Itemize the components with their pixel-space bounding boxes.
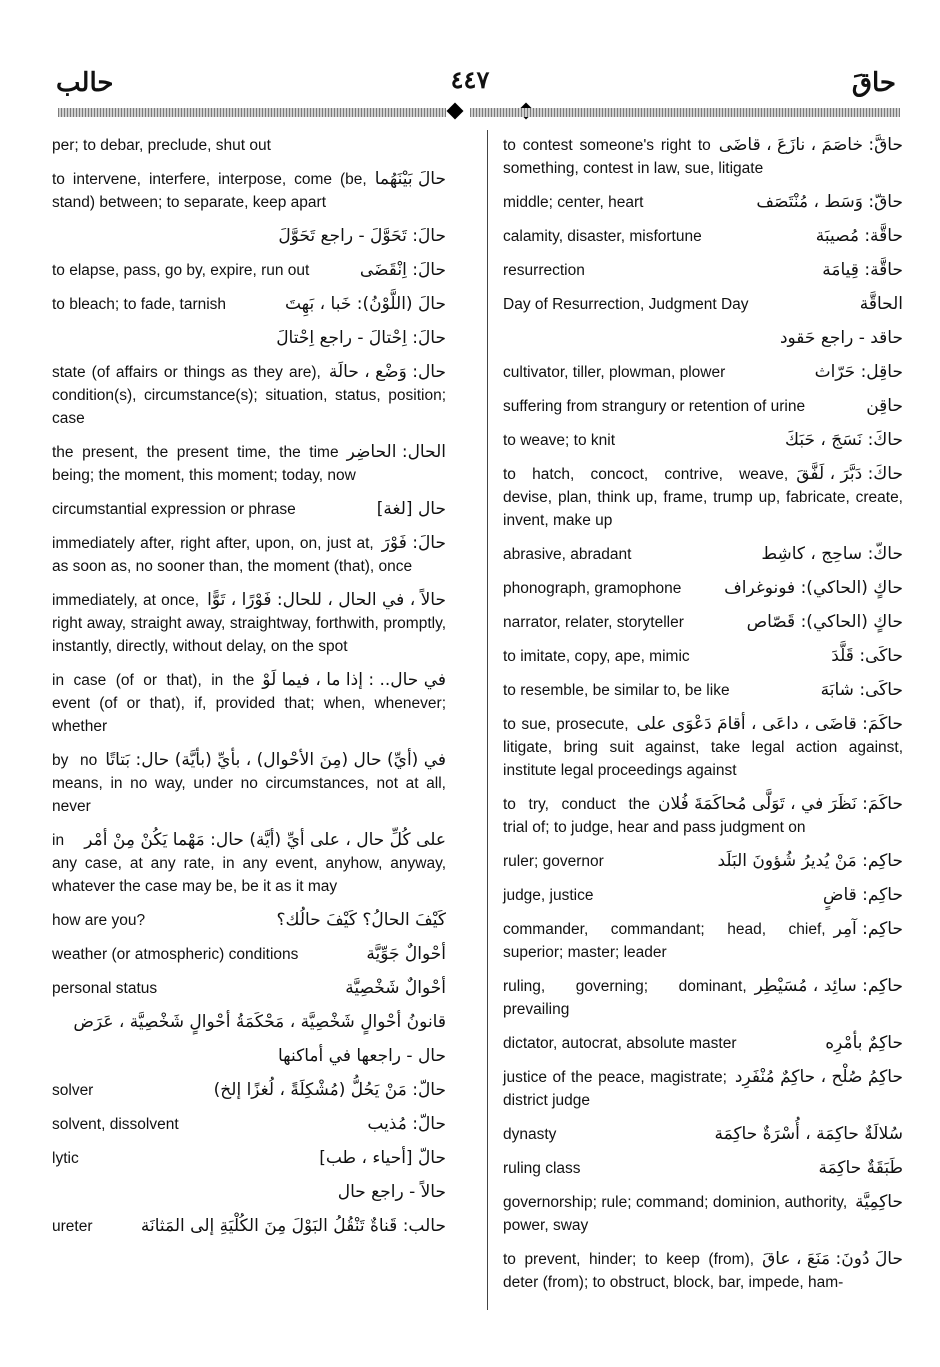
arabic-headword: حالَ: اِحْتالَ - راجع اِحْتالَ — [276, 328, 446, 348]
english-definition: resurrection — [503, 262, 585, 279]
arabic-headword: حاقَّ: خاصَمَ ، نازَعَ ، قاضَى — [718, 135, 903, 155]
english-definition: state (of affairs or things as they are), condition(s), circumstance(s); situation, status, position; case — [52, 364, 446, 427]
dictionary-entry — [52, 498, 446, 521]
page-number: ٤٤٧ — [450, 68, 490, 94]
dictionary-entry — [503, 918, 903, 964]
diamond-ornament-left — [447, 103, 464, 120]
english-definition: to resemble, be similar to, be like — [503, 682, 730, 699]
arabic-headword: حاكِمُ صُلْح ، حاكِمٌ مُنْفَرِد — [734, 1067, 903, 1087]
arabic-headword: حاقِل: حَرّاث — [814, 362, 903, 382]
english-definition: to hatch, concoct, contrive, weave, devise, plan, think up, frame, trump up, fabricate, create, invent, make up — [503, 466, 903, 529]
arabic-headword: حاكِم: آمِر — [833, 919, 903, 939]
dictionary-entry — [52, 1079, 446, 1102]
dictionary-entry — [503, 611, 903, 634]
english-definition: phonograph, gramophone — [503, 580, 682, 597]
english-definition: to imitate, copy, ape, mimic — [503, 648, 690, 665]
dictionary-entry — [52, 327, 446, 350]
english-definition: lytic — [52, 1150, 79, 1167]
dictionary-entry — [52, 909, 446, 932]
arabic-headword: حاكَمَ: قاضَى ، داعَى ، أقامَ دَعْوَى على — [636, 714, 903, 734]
dictionary-entry — [503, 645, 903, 668]
dictionary-entry — [52, 1147, 446, 1170]
dictionary-entry — [503, 191, 903, 214]
english-definition: judge, justice — [503, 887, 594, 904]
arabic-headword: حاكِمٌ بأمْرِه — [825, 1033, 903, 1053]
dictionary-entry — [503, 884, 903, 907]
arabic-headword: حالّ: مُذيب — [367, 1114, 446, 1134]
dictionary-entry — [52, 1113, 446, 1136]
right-column — [503, 134, 903, 1305]
arabic-headword: حاكَمَ: نَظَرَ في ، تَوَلَّى مُحاكَمَةَ فُلان — [658, 794, 903, 814]
english-definition: Day of Resurrection, Judgment Day — [503, 296, 749, 313]
arabic-headword: حاكَى: قَلَّدَ — [831, 646, 903, 666]
arabic-headword: حاقد - راجع حَقود — [779, 328, 903, 348]
dictionary-entry — [52, 441, 446, 487]
dictionary-entry — [52, 589, 446, 658]
arabic-headword: حاكٍ (الحاكي): فونوغراف — [724, 578, 903, 598]
arabic-headword: حالَ (اللَّوْنُ): خَبا ، بَهِتَ — [284, 294, 446, 314]
english-definition: ruling, governing; dominant, prevailing — [503, 978, 747, 1018]
dictionary-entry — [503, 679, 903, 702]
arabic-headword: حاقِن — [866, 396, 903, 416]
english-definition: to prevent, hinder; to keep (from), deter (from); to obstruct, block, bar, impede, ham- — [503, 1251, 844, 1291]
dictionary-entry — [503, 1191, 903, 1237]
dictionary-entry — [52, 749, 446, 818]
dictionary-entry — [503, 225, 903, 248]
arabic-headword: حالاً ، في الحال ، للحال: فَوْرًا ، تَوًّا — [207, 590, 446, 610]
dictionary-entry — [52, 168, 446, 214]
arabic-headword: طَبَقَةٌ حاكِمَة — [818, 1158, 903, 1178]
english-definition: cultivator, tiller, plowman, plower — [503, 364, 726, 381]
arabic-headword: في حال.. : إذا ما ، فيما لَوْ — [262, 670, 446, 690]
arabic-headword: حاكِم: مَنْ يُديرُ شُؤونَ البَلَد — [717, 851, 903, 871]
left-column — [52, 134, 446, 1249]
arabic-headword: حاكِم: سائِد ، مُسَيْطِر — [754, 976, 903, 996]
arabic-headword: حاكَى: شابَهَ — [820, 680, 903, 700]
dictionary-entry — [503, 361, 903, 384]
arabic-headword: أحْوالٌ جَوِّيَّة — [366, 944, 446, 964]
english-definition: personal status — [52, 980, 158, 997]
dictionary-entry — [52, 829, 446, 898]
dictionary-entry — [52, 1045, 446, 1068]
english-definition: weather (or atmospheric) conditions — [52, 946, 299, 963]
english-definition: solver — [52, 1082, 94, 1099]
arabic-headword: حالّ: مَنْ يَحُلُّ (مُشْكِلَةً ، لُغزًا إلخ) — [213, 1080, 446, 1100]
english-definition: how are you? — [52, 912, 146, 929]
english-definition: to weave; to knit — [503, 432, 616, 449]
dictionary-entry — [52, 293, 446, 316]
arabic-headword: قانونُ أحْوالٍ شَخْصِيَّة ، مَحْكَمَةُ أحْوالٍ شَخْصِيَّة ، عَرَض — [73, 1012, 446, 1032]
english-definition: to contest someone's right to something, contest in law, sue, litigate — [503, 137, 764, 177]
dictionary-entry — [52, 669, 446, 738]
dictionary-entry — [52, 361, 446, 430]
english-definition: solvent, dissolvent — [52, 1116, 179, 1133]
dictionary-entry — [503, 463, 903, 532]
english-definition: per; to debar, preclude, shut out — [52, 137, 271, 154]
header-guide-word-left: حالب — [56, 68, 114, 97]
english-definition: ureter — [52, 1218, 93, 1235]
dictionary-entry — [52, 1181, 446, 1204]
dictionary-entry — [52, 134, 446, 157]
arabic-headword: حاكٍ (الحاكي): قَصّاص — [746, 612, 903, 632]
arabic-headword: الحال: الحاضِر — [346, 442, 446, 462]
dictionary-entry — [52, 977, 446, 1000]
english-definition: to intervene, interfere, interpose, come (be, stand) between; to separate, keep apart — [52, 171, 367, 211]
dictionary-entry — [503, 293, 903, 316]
english-definition: to try, conduct the trial of; to judge, hear and pass judgment on — [503, 796, 806, 836]
arabic-headword: في (أيِّ) حال (مِنَ الأحْوال) ، بأيِّ (بأيَّة) حال: بَتاتًا — [105, 750, 446, 770]
english-definition: by no means, in no way, under no circumstances, not at all, never — [52, 752, 446, 815]
dictionary-entry — [503, 543, 903, 566]
english-definition: to sue, prosecute, litigate, bring suit against, take legal action against, institute legal proceedings against — [503, 716, 903, 779]
english-definition: ruler; governor — [503, 853, 604, 870]
column-divider — [487, 130, 488, 1310]
arabic-headword: أحْوالٌ شَخْصِيَّة — [345, 978, 446, 998]
arabic-headword: حال [لغة] — [376, 499, 446, 519]
dictionary-entry — [503, 327, 903, 350]
english-definition: circumstantial expression or phrase — [52, 501, 296, 518]
dictionary-entry — [503, 1248, 903, 1294]
arabic-headword: حاكِم: قاضٍ — [822, 885, 903, 905]
english-definition: in any case, at any rate, in any event, anyhow, anyway, whatever the case may be, be it as it may — [52, 832, 446, 895]
dictionary-entry — [503, 1066, 903, 1112]
arabic-headword: على كُلِّ حال ، على أيِّ (أيَّة) حال: مَهْما يَكُنْ مِنْ أمْر — [84, 830, 446, 850]
english-definition: narrator, relater, storyteller — [503, 614, 684, 631]
header-rule-left — [58, 108, 446, 117]
dictionary-entry — [503, 577, 903, 600]
english-definition: commander, commandant; head, chief, superior; master; leader — [503, 921, 826, 961]
dictionary-entry — [52, 943, 446, 966]
dictionary-entry — [503, 1032, 903, 1055]
arabic-headword: حالّ [أحياء ، طب] — [319, 1148, 446, 1168]
arabic-headword: حال: وَضْع ، حالَة — [328, 362, 446, 382]
arabic-headword: حالَ دُونَ: مَنَعَ ، عاقَ — [762, 1249, 903, 1269]
header-guide-word-right: حاقَ — [851, 68, 896, 97]
arabic-headword: حاكِمِيَّة — [855, 1192, 903, 1212]
dictionary-entry — [503, 134, 903, 180]
english-definition: immediately, at once, right away, straight away, straightway, forthwith, promptly, instantly, directly, without delay, on the spot — [52, 592, 446, 655]
arabic-headword: حاكَ: دَبَّرَ ، لَفَّقَ — [796, 464, 903, 484]
arabic-headword: حاقّ: وَسَط ، مُنْتَصَف — [756, 192, 903, 212]
arabic-headword: حالَ بَيْنَهُما — [374, 169, 446, 189]
arabic-headword: سُلالَةٌ حاكِمَة ، أُسْرَةٌ حاكِمَة — [714, 1124, 903, 1144]
arabic-headword: حاكَ: نَسَجَ ، حَبَكَ — [785, 430, 903, 450]
dictionary-entry — [503, 850, 903, 873]
english-definition: to elapse, pass, go by, expire, run out — [52, 262, 310, 279]
arabic-headword: حاقَّة: قِيامَة — [822, 260, 903, 280]
dictionary-entry — [52, 259, 446, 282]
english-definition: dictator, autocrat, absolute master — [503, 1035, 737, 1052]
english-definition: middle; center, heart — [503, 194, 644, 211]
dictionary-entry — [503, 713, 903, 782]
dictionary-entry — [503, 395, 903, 418]
arabic-headword: حالاً - راجع حال — [337, 1182, 446, 1202]
dictionary-entry — [52, 225, 446, 248]
english-definition: to bleach; to fade, tarnish — [52, 296, 227, 313]
english-definition: calamity, disaster, misfortune — [503, 228, 702, 245]
arabic-headword: الحاقَّة — [859, 294, 903, 314]
dictionary-entry — [503, 429, 903, 452]
english-definition: the present, the present time, the time being; the moment, this moment; today, now — [52, 444, 356, 484]
arabic-headword: حالَ: اِنْقَضَى — [359, 260, 446, 280]
arabic-headword: حاقَّة: مُصيبَة — [815, 226, 903, 246]
dictionary-entry — [503, 1157, 903, 1180]
english-definition: in case (of or that), in the event (of or that), if, provided that; when, whenever; whether — [52, 672, 446, 735]
dictionary-entry — [503, 793, 903, 839]
dictionary-entry — [503, 975, 903, 1021]
arabic-headword: حاكّ: ساحِج ، كاشِط — [761, 544, 903, 564]
english-definition: immediately after, right after, upon, on, just at, as soon as, no sooner than, the moment (that), once — [52, 535, 413, 575]
dictionary-entry — [503, 259, 903, 282]
header-rule-right — [470, 108, 900, 117]
dictionary-entry — [52, 532, 446, 578]
arabic-headword: حالب: قَناةٌ تَنْقُلُ البَوْلَ مِنَ الكُلْيَةِ إلى المَثانَة — [140, 1216, 446, 1236]
arabic-headword: حال - راجعها في أماكنها — [278, 1046, 446, 1066]
english-definition: dynasty — [503, 1126, 557, 1143]
english-definition: governorship; rule; command; dominion, authority, power, sway — [503, 1194, 848, 1234]
english-definition: ruling class — [503, 1160, 581, 1177]
english-definition: suffering from strangury or retention of urine — [503, 398, 806, 415]
arabic-headword: كَيْفَ الحالُ؟ كَيْفَ حالُك؟ — [276, 910, 446, 930]
arabic-headword: حالَ: تَحَوَّلَ - راجع تَحَوَّلَ — [278, 226, 446, 246]
english-definition: justice of the peace, magistrate; district judge — [503, 1069, 727, 1109]
dictionary-entry — [503, 1123, 903, 1146]
dictionary-entry — [52, 1215, 446, 1238]
arabic-headword: حالَ: فَوْرَ — [381, 533, 446, 553]
dictionary-entry — [52, 1011, 446, 1034]
english-definition: abrasive, abradant — [503, 546, 632, 563]
